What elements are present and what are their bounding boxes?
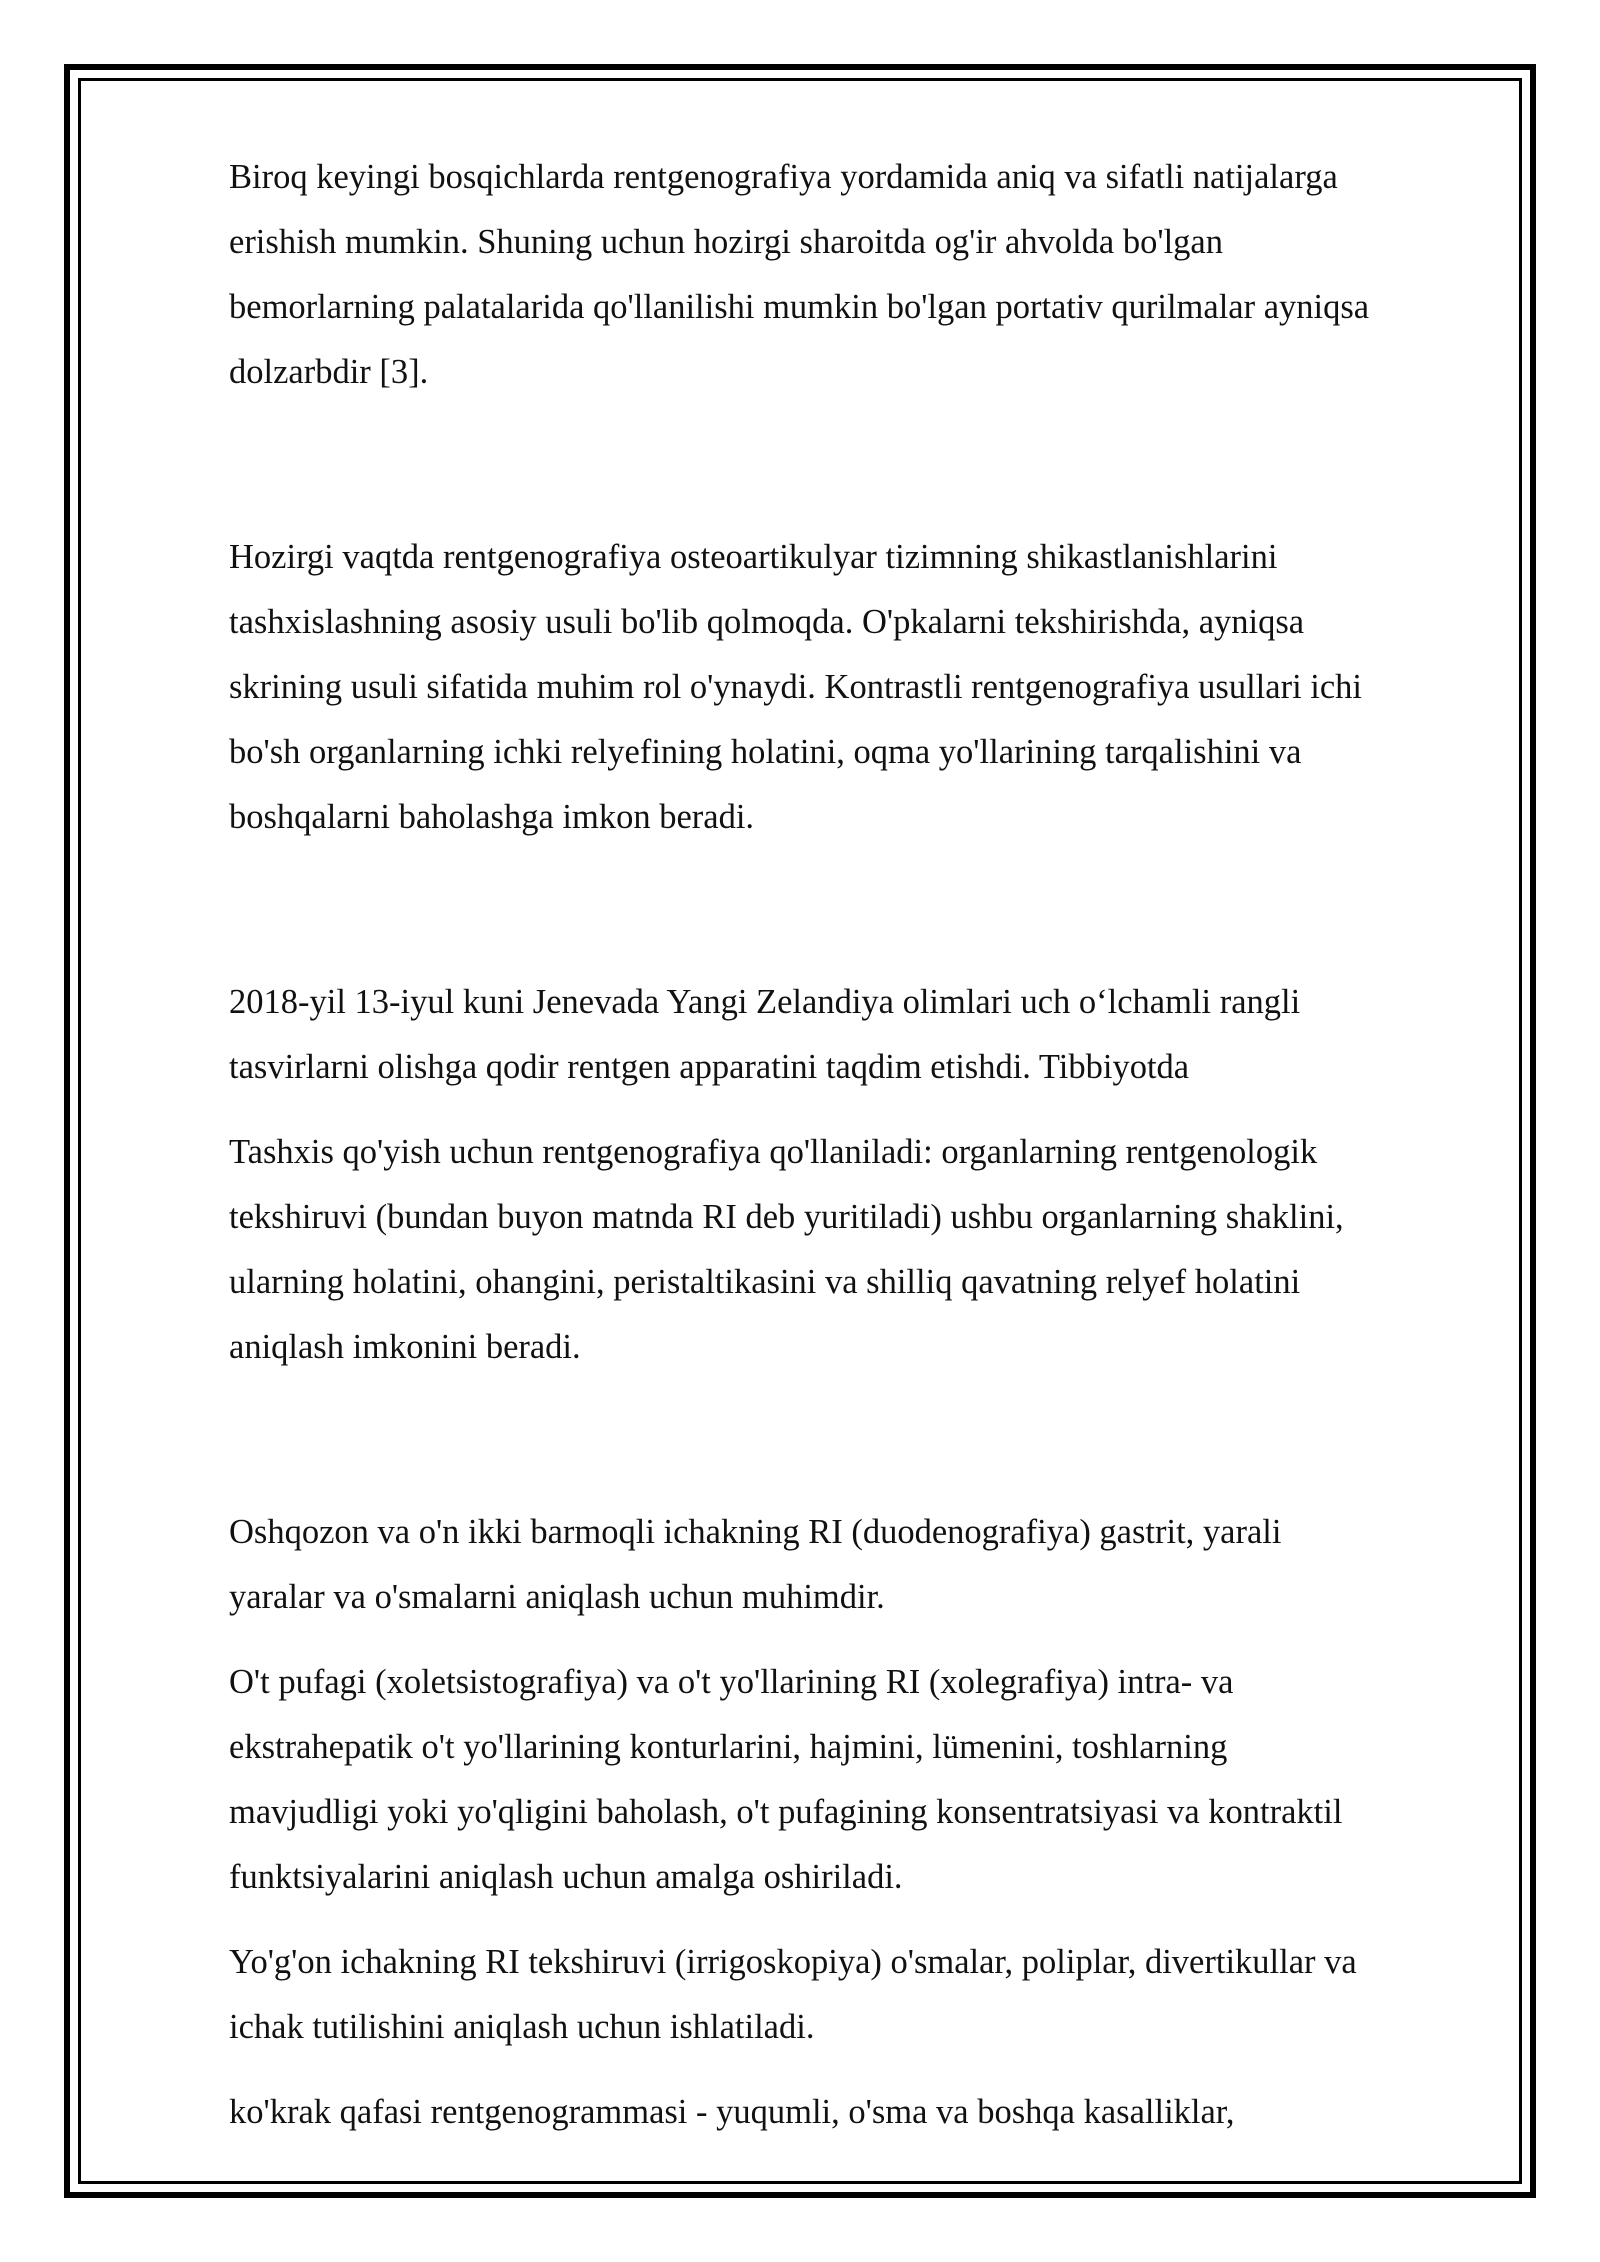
text-line: erishish mumkin. Shuning uchun hozirgi sharoitda og'ir ahvolda bo'lgan	[229, 223, 1223, 261]
text-line: ekstrahepatik o't yo'llarining konturlarini, hajmini, lümenini, toshlarning	[229, 1728, 1228, 1766]
text-line: Oshqozon va o'n ikki barmoqli ichakning RI (duodenografiya) gastrit, yarali	[229, 1513, 1282, 1551]
text-line: 2018-yil 13-iyul kuni Jenevada Yangi Zelandiya olimlari uch o‘lchamli rangli	[229, 983, 1301, 1021]
text-line: tashxislashning asosiy usuli bo'lib qolmoqda. O'pkalarni tekshirishda, ayniqsa	[229, 603, 1305, 641]
document-body	[229, 145, 1489, 2145]
paragraph	[229, 525, 1489, 850]
paragraph	[229, 145, 1489, 405]
text-line: bo'sh organlarning ichki relyefining holatini, oqma yo'llarining tarqalishini va	[229, 733, 1302, 771]
text-line: funktsiyalarini aniqlash uchun amalga oshiriladi.	[229, 1858, 903, 1896]
text-line: yaralar va o'smalarni aniqlash uchun muhimdir.	[229, 1578, 885, 1616]
text-line: aniqlash imkonini beradi.	[229, 1328, 581, 1366]
text-line: skrining usuli sifatida muhim rol o'ynaydi. Kontrastli rentgenografiya usullari ichi	[229, 668, 1363, 706]
text-line: bemorlarning palatalarida qo'llanilishi mumkin bo'lgan portativ qurilmalar ayniqsa	[229, 288, 1370, 326]
paragraph	[229, 1650, 1489, 1910]
text-line: tasvirlarni olishga qodir rentgen apparatini taqdim etishdi. Tibbiyotda	[229, 1048, 1190, 1086]
text-line: dolzarbdir [3].	[229, 353, 429, 391]
text-line: Hozirgi vaqtda rentgenografiya osteoartikulyar tizimning shikastlanishlarini	[229, 538, 1278, 576]
text-line: Biroq keyingi bosqichlarda rentgenografiya yordamida aniq va sifatli natijalarga	[229, 158, 1338, 196]
text-line: tekshiruvi (bundan buyon matnda RI deb yuritiladi) ushbu organlarning shaklini,	[229, 1198, 1344, 1236]
text-line: boshqalarni baholashga imkon beradi.	[229, 798, 755, 836]
text-line: ichak tutilishini aniqlash uchun ishlatiladi.	[229, 2008, 815, 2046]
paragraph	[229, 2080, 1489, 2145]
paragraph	[229, 1120, 1489, 1380]
text-line: mavjudligi yoki yo'qligini baholash, o't pufagining konsentratsiyasi va kontraktil	[229, 1793, 1343, 1831]
text-line: ko'krak qafasi rentgenogrammasi - yuqumli, o'sma va boshqa kasalliklar,	[229, 2093, 1235, 2131]
text-line: ularning holatini, ohangini, peristaltikasini va shilliq qavatning relyef holatini	[229, 1263, 1301, 1301]
paragraph	[229, 1930, 1489, 2060]
text-line: O't pufagi (xoletsistografiya) va o't yo'llarining RI (xolegrafiya) intra- va	[229, 1663, 1234, 1701]
text-line: Tashxis qo'yish uchun rentgenografiya qo'llaniladi: organlarning rentgenologik	[229, 1133, 1318, 1171]
paragraph	[229, 970, 1489, 1100]
text-line: Yo'g'on ichakning RI tekshiruvi (irrigoskopiya) o'smalar, poliplar, divertikullar va	[229, 1943, 1357, 1981]
paragraph	[229, 1500, 1489, 1630]
